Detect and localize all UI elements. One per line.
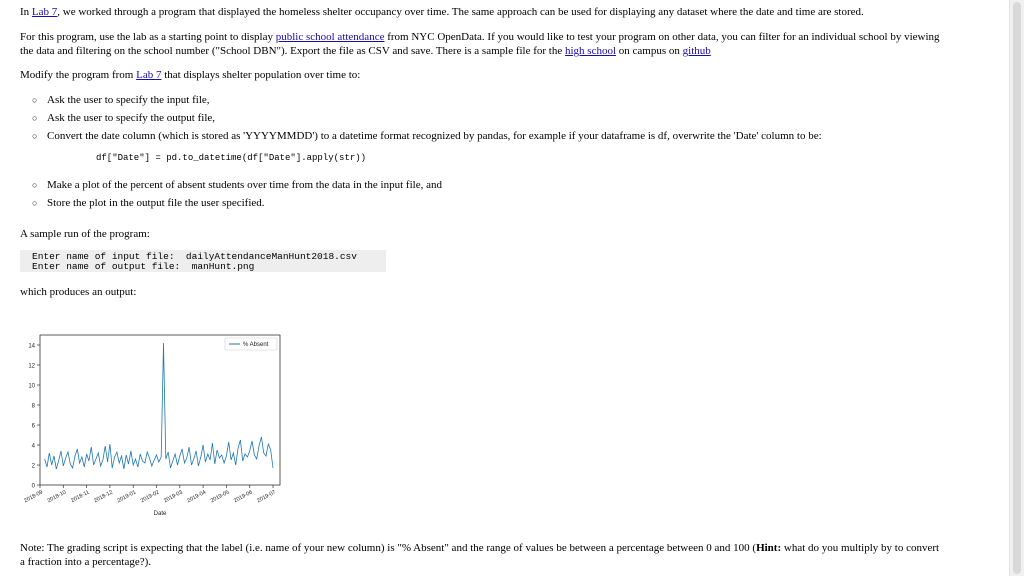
- x-tick-label: 2019-03: [163, 489, 184, 505]
- x-tick-label: 2019-06: [233, 489, 254, 505]
- note-text-3: a fraction into a percentage?).: [20, 556, 152, 568]
- lab7-link-2[interactable]: Lab 7: [136, 69, 162, 81]
- intro-paragraph: [20, 5, 1005, 19]
- y-tick-label: 4: [31, 443, 35, 450]
- intro-text: In: [20, 6, 32, 18]
- list-item: ○ Make a plot of the percent of absent students over time from the data in the input file, and: [32, 179, 442, 191]
- list-item: ○ Convert the date column (which is stored as 'YYYYMMDD') to a datetime format recognized by pandas, for example if your dataframe is df, overwrite the 'Date' column to be:: [32, 130, 822, 142]
- y-tick-label: 10: [28, 383, 35, 390]
- absent-chart: [20, 330, 290, 520]
- plot-frame: [40, 335, 280, 485]
- bullet-circle-icon: ○: [32, 95, 38, 105]
- program-text-3: the data and filtering on the school number ("School DBN"). Export the file as CSV and save. There is a sample file for the: [20, 45, 565, 57]
- high-school-link[interactable]: high school: [565, 45, 617, 57]
- bullet-circle-icon: ○: [32, 113, 38, 123]
- x-tick-label: 2019-02: [139, 489, 161, 505]
- program-text-4: on campus on: [616, 45, 683, 57]
- produces-text: which produces an output:: [20, 286, 137, 298]
- code-snippet: df["Date"] = pd.to_datetime(df["Date"].apply(str)): [96, 153, 367, 163]
- school-attendance-link[interactable]: public school attendance: [275, 31, 385, 43]
- y-tick-label: 8: [31, 403, 35, 410]
- list-item: ○ Ask the user to specify the input file,: [32, 94, 210, 106]
- y-tick-label: 12: [28, 363, 35, 370]
- x-tick-label: 2019-04: [186, 489, 208, 505]
- hint-label: Hint:: [756, 542, 782, 554]
- note-text: Note: The grading script is expecting that the label (i.e. name of your new column) is "% Absent" and the range of values be between a percentage between 0 and 100 (: [20, 542, 757, 554]
- x-tick-label: 2018-10: [46, 489, 68, 505]
- list-item: ○ Ask the user to specify the output file,: [32, 112, 216, 124]
- console-line: Enter name of output file: manHunt.png: [32, 261, 255, 272]
- x-tick-label: 2018-12: [93, 489, 114, 505]
- legend-label: % Absent: [243, 342, 269, 348]
- y-tick-label: 2: [31, 463, 35, 470]
- scrollbar-thumb[interactable]: [1013, 2, 1021, 574]
- x-tick-label: 2018-09: [23, 489, 44, 505]
- x-axis-label: Date: [153, 511, 167, 517]
- x-tick-label: 2019-07: [256, 489, 277, 505]
- modify-text-2: that displays shelter population over time to:: [161, 69, 361, 81]
- bullet-circle-icon: ○: [32, 131, 38, 141]
- note-text-2: what do you multiply by to convert: [781, 542, 940, 554]
- console-line: Enter name of input file: dailyAttendanceManHunt2018.csv: [32, 251, 357, 262]
- console-output: [20, 250, 386, 272]
- x-tick-label: 2019-05: [209, 489, 231, 505]
- github-link[interactable]: github: [682, 45, 711, 57]
- program-text: For this program, use the lab as a starting point to display: [20, 31, 276, 43]
- y-tick-label: 14: [28, 343, 35, 350]
- x-tick-label: 2018-11: [70, 489, 91, 505]
- modify-text: Modify the program from: [20, 69, 137, 81]
- lab7-link[interactable]: Lab 7: [31, 6, 58, 18]
- program-paragraph: [20, 30, 1005, 58]
- program-text-2: from NYC OpenData. If you would like to test your program on other data, you can filter for an individual school by viewing: [384, 31, 940, 43]
- bullet-circle-icon: ○: [32, 198, 38, 208]
- note-paragraph: [20, 541, 1005, 569]
- y-tick-label: 6: [31, 423, 35, 430]
- intro-text-2: , we worked through a program that displayed the homeless shelter occupancy over time. The same approach can be used for displaying any dataset where the date and time are stored.: [57, 6, 864, 18]
- bullet-circle-icon: ○: [32, 180, 38, 190]
- list-item: ○ Store the plot in the output file the user specified.: [32, 197, 265, 209]
- vertical-scrollbar[interactable]: [1009, 0, 1024, 576]
- modify-paragraph: [20, 68, 1005, 82]
- sample-heading: A sample run of the program:: [20, 228, 150, 240]
- x-tick-label: 2019-01: [116, 489, 138, 505]
- y-tick-label: 0: [31, 483, 35, 490]
